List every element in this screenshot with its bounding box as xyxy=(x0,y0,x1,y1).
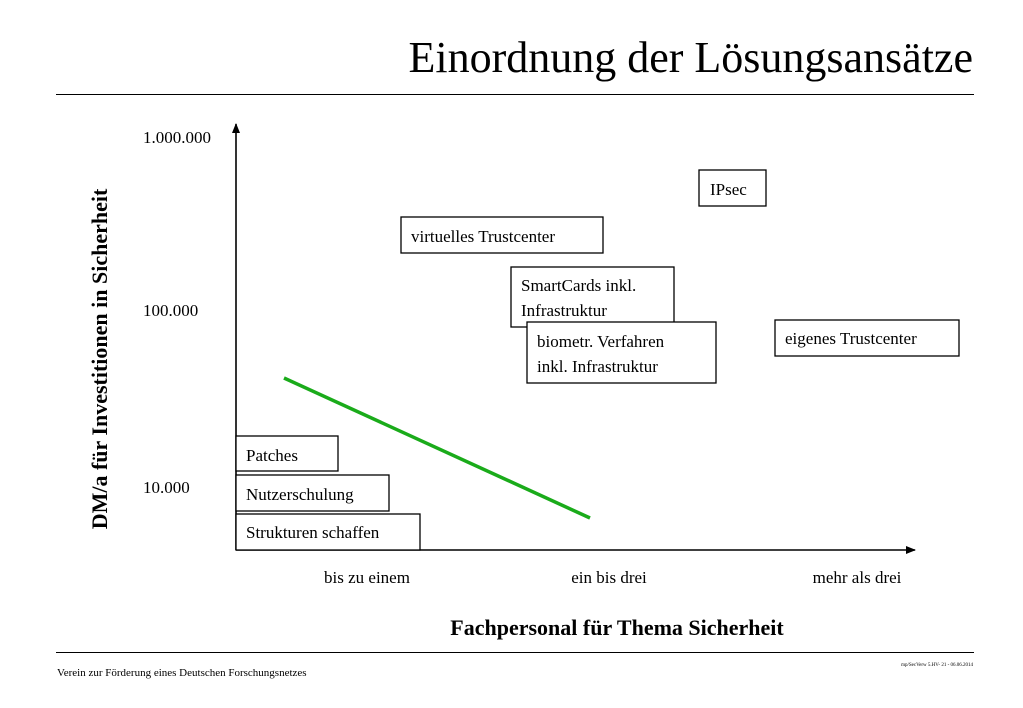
y-tick-label: 10.000 xyxy=(143,478,190,497)
box-patches xyxy=(236,436,338,471)
box-strukturen-label: Strukturen schaffen xyxy=(246,523,380,542)
box-biometr-label-2: inkl. Infrastruktur xyxy=(537,357,658,376)
box-patches-label: Patches xyxy=(246,446,298,465)
box-biometr-label-1: biometr. Verfahren xyxy=(537,332,665,351)
box-strukturen xyxy=(236,514,420,550)
x-tick-label: bis zu einem xyxy=(324,568,410,587)
footer-organization: Verein zur Förderung eines Deutschen Forschungsnetzes xyxy=(57,667,307,679)
box-nutzerschulung-label: Nutzerschulung xyxy=(246,485,354,504)
box-ipsec-label: IPsec xyxy=(710,180,747,199)
x-tick-label: mehr als drei xyxy=(812,568,902,587)
box-smartcards-label-2: Infrastruktur xyxy=(521,301,607,320)
box-virtuelles-trustcenter-label: virtuelles Trustcenter xyxy=(411,227,556,246)
y-axis-label: DM/a für Investitionen in Sicherheit xyxy=(87,188,112,530)
box-eigenes-trustcenter xyxy=(775,320,959,356)
box-eigenes-trustcenter-label: eigenes Trustcenter xyxy=(785,329,917,348)
slide-title: Einordnung der Lösungsansätze xyxy=(408,33,973,82)
box-smartcards xyxy=(511,267,674,327)
box-nutzerschulung xyxy=(236,475,389,511)
x-axis-label: Fachpersonal für Thema Sicherheit xyxy=(450,615,784,640)
box-biometr xyxy=(527,322,716,383)
y-tick-label: 1.000.000 xyxy=(143,128,211,147)
box-smartcards-label-1: SmartCards inkl. xyxy=(521,276,637,295)
footer-reference: mp/SecVerw 5.HV- 21 - 06.06.2014 xyxy=(901,663,973,668)
x-tick-label: ein bis drei xyxy=(571,568,647,587)
footer-divider xyxy=(56,652,974,653)
box-ipsec xyxy=(699,170,766,206)
y-tick-label: 100.000 xyxy=(143,301,199,320)
box-virtuelles-trustcenter xyxy=(401,217,603,253)
